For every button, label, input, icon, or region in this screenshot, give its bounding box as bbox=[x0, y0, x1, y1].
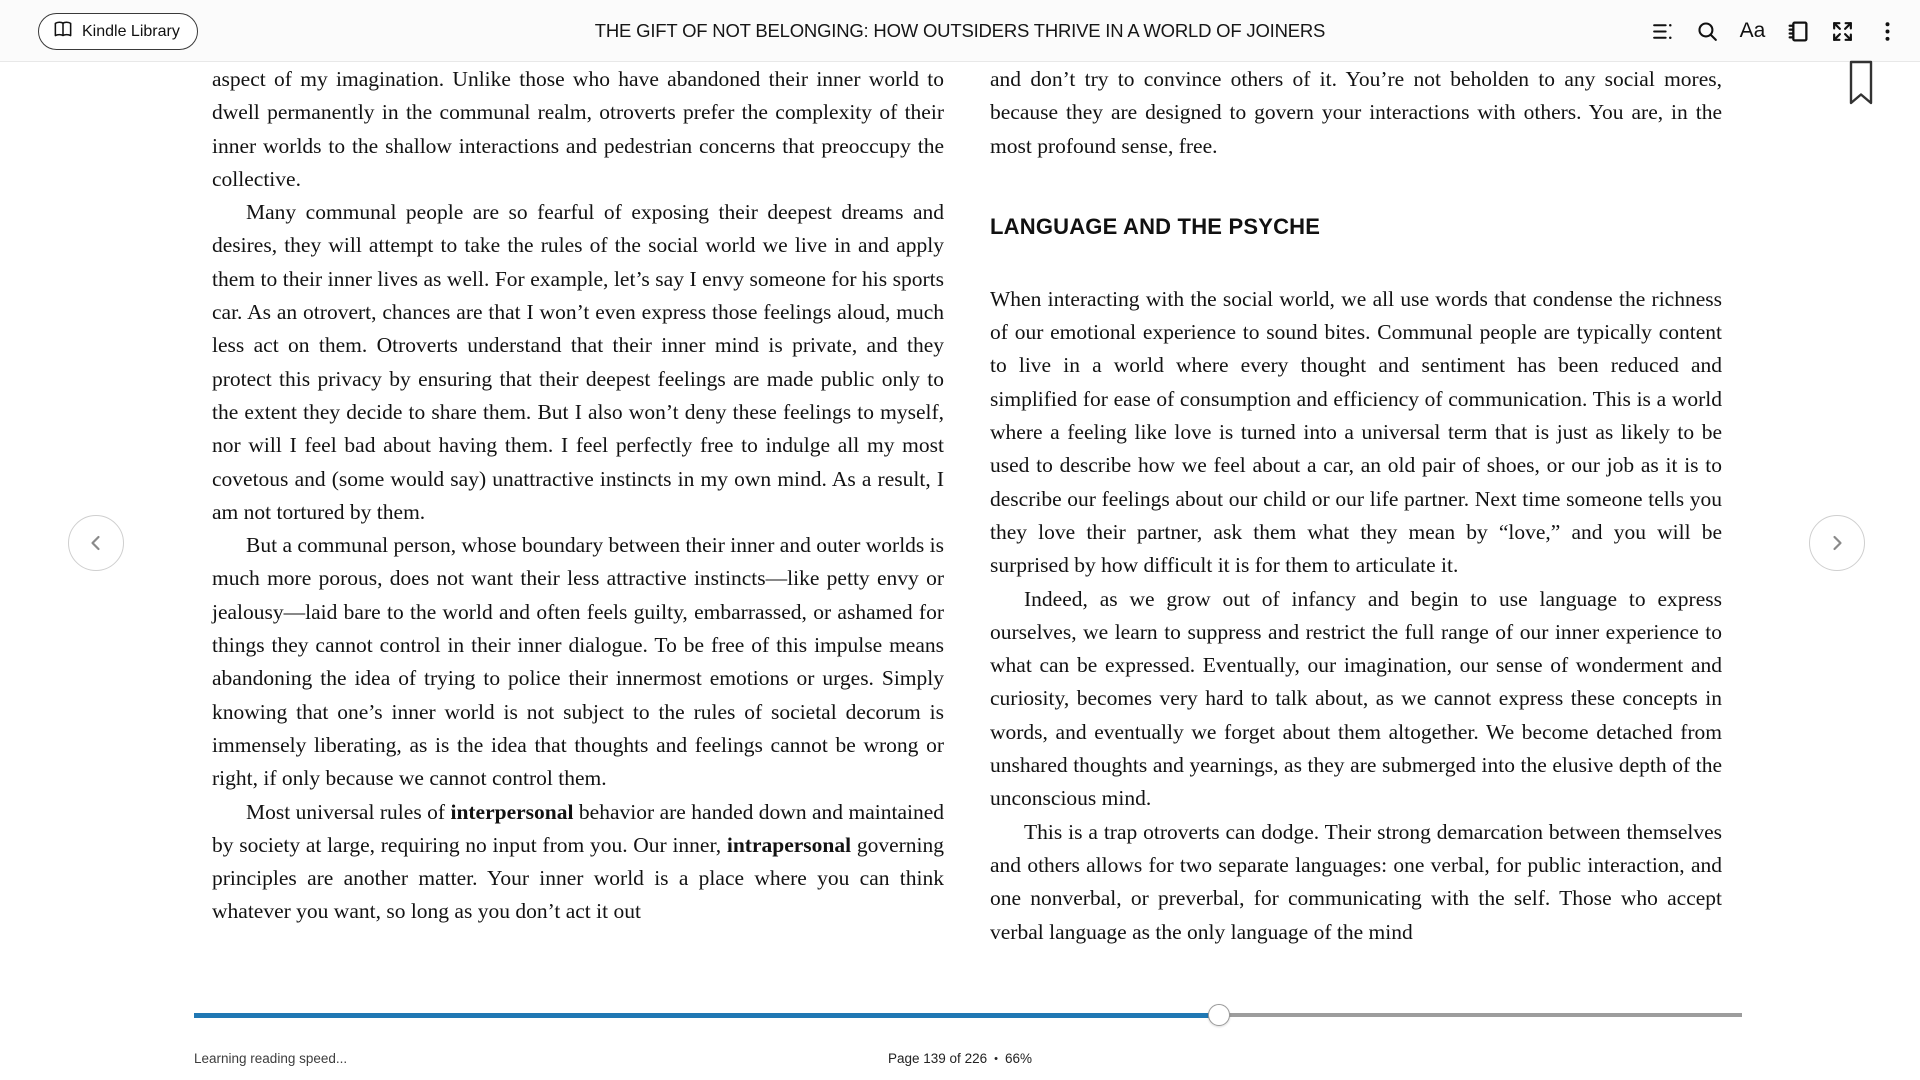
paragraph: This is a trap otroverts can dodge. Their strong demarcation between themselves and others allows for two separate languages: one verbal, for public interaction, and one nonverbal, or preverbal, for communicating with the self. Those who accept verbal language as the only language of the mind bbox=[990, 819, 1722, 944]
separator-dot: • bbox=[994, 1053, 998, 1065]
font-settings-icon[interactable] bbox=[1730, 9, 1775, 54]
kindle-library-button[interactable] bbox=[38, 13, 198, 50]
toolbar-icons bbox=[1640, 0, 1910, 62]
kindle-library-label: Kindle Library bbox=[82, 22, 180, 40]
top-toolbar bbox=[0, 0, 1920, 62]
progress-handle[interactable] bbox=[1208, 1004, 1230, 1026]
chevron-left-icon bbox=[84, 531, 108, 555]
reading-progress-slider[interactable] bbox=[194, 1013, 1742, 1017]
reading-speed-status: Learning reading speed... bbox=[194, 1051, 348, 1066]
overflow-menu-icon[interactable] bbox=[1865, 9, 1910, 54]
paragraph: Many communal people are so fearful of exposing their deepest dreams and desires, they will attempt to take the rules of the social world we live in and apply them to their inner lives as well. For example, let’s say I envy someone for his sports car. As an otrovert, chances are that I won’t even express those feelings aloud, much less act on them. Otroverts understand that their inner mind is private, and they protect this privacy by ensuring that their deepest feelings are made public only to the extent they decide to share them. But I also won’t deny these feelings to myself, nor will I feel bad about having them. I feel perfectly free to indulge all my most covetous and (some would say) unattractive instincts in my own mind. As a result, I am not tortured by them. bbox=[212, 200, 944, 524]
chevron-right-icon bbox=[1825, 531, 1849, 555]
page-info bbox=[0, 1051, 1920, 1066]
text-column-left bbox=[212, 63, 944, 929]
paragraph: Indeed, as we grow out of infancy and begin to use language to express ourselves, we learn to suppress and restrict the full range of our inner experience to what can be expressed. Eventually, our imagination, our sense of wonderment and curiosity, becomes very hard to talk about, as we cannot express these concepts in words, and eventually we forget about them altogether. We become detached from unshared thoughts and yearnings, as they are submerged into the elusive depth of the unconscious mind. bbox=[990, 586, 1722, 811]
percent-label: 66% bbox=[1004, 1051, 1032, 1066]
toc-list-icon[interactable] bbox=[1640, 9, 1685, 54]
progress-fill bbox=[194, 1013, 1219, 1018]
paragraph: and don’t try to convince others of it. You’re not beholden to any social mores, because they are designed to govern your interactions with others. You are, in the most profound sense, free. bbox=[990, 67, 1722, 158]
text-column-right bbox=[990, 63, 1722, 949]
open-book-icon bbox=[53, 19, 73, 44]
paragraph: But a communal person, whose boundary between their inner and outer worlds is much more porous, does not want their less attractive instincts—like petty envy or jealousy—laid bare to the world and often feels guilty, embarrassed, or ashamed for things they cannot control in their inner dialogue. To be free of this impulse means abandoning the idea of trying to police their innermost emotions or urges. Simply knowing that one’s inner world is not subject to the rules of societal decorum is immensely liberating, as is the idea that thoughts and feelings cannot be wrong or right, if only because we cannot control them. bbox=[212, 533, 944, 791]
paragraph: aspect of my imagination. Unlike those who have abandoned their inner world to dwell permanently in the communal realm, otroverts prefer the complexity of their inner worlds to the shallow interactions and pedestrian concerns that preoccupy the collective. bbox=[212, 67, 944, 191]
aa-glyph: Aa bbox=[1739, 19, 1766, 42]
search-icon[interactable] bbox=[1685, 9, 1730, 54]
fullscreen-icon[interactable] bbox=[1820, 9, 1865, 54]
section-heading: LANGUAGE AND THE PSYCHE bbox=[990, 213, 1321, 239]
paragraph: Most universal rules of interpersonal behavior are handed down and maintained by society at large, requiring no input from you. Our inner, intrapersonal governing principles are another matter. Your inner world is a place where you can think whatever you want, so long as you don’t act it out bbox=[212, 799, 945, 924]
notebook-icon[interactable] bbox=[1775, 9, 1820, 54]
previous-page-button[interactable] bbox=[68, 515, 124, 571]
book-title: THE GIFT OF NOT BELONGING: HOW OUTSIDERS THRIVE IN A WORLD OF JOINERS bbox=[594, 20, 1326, 41]
bookmark-icon[interactable] bbox=[1844, 60, 1878, 106]
page-number-label: Page 139 of 226 bbox=[888, 1051, 988, 1066]
paragraph: When interacting with the social world, we all use words that condense the richness of our emotional experience to sound bites. Communal people are typically content to live in a world where every thought and sentiment has been reduced and simplified for ease of consumption and efficiency of communication. This is a world where a feeling like love is turned into a universal term that is just as likely to be used to describe how we feel about a car, an old pair of shoes, or our job as it is to describe our feelings about our child or our life partner. Next time someone tells you they love their partner, ask them what they mean by “love,” and you will be surprised by how difficult it is for them to articulate it. bbox=[990, 286, 1722, 578]
next-page-button[interactable] bbox=[1809, 515, 1865, 571]
